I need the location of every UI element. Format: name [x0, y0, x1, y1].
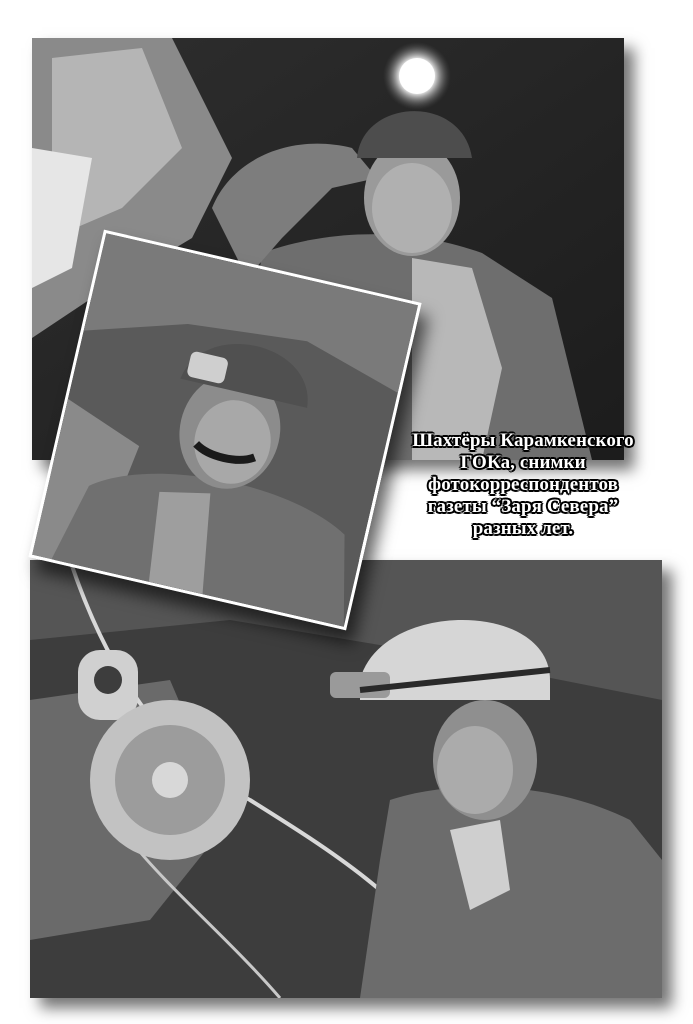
- photo-miner-tilted-image: [32, 233, 418, 627]
- caption-line-5: разных лет.: [472, 518, 574, 539]
- photo-caption: [378, 430, 668, 540]
- caption-line-3: фотокорреспондентов: [427, 474, 619, 495]
- caption-line-2: ГОКа, снимки: [460, 452, 586, 473]
- caption-line-1: Шахтёры Карамкенского: [412, 430, 634, 451]
- caption-line-4: газеты “Заря Севера”: [427, 496, 619, 517]
